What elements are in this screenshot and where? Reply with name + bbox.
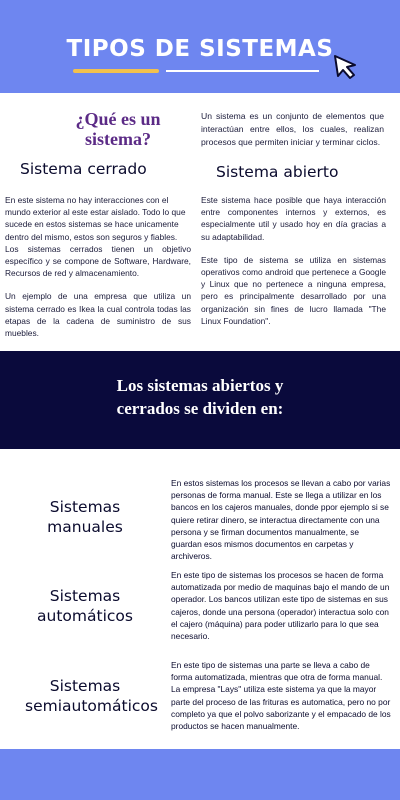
type-title-manual (2, 497, 168, 537)
type-title-automatic (2, 586, 168, 626)
type-description-manual: En estos sistemas los procesos se llevan a cabo por varias personas de forma manual. Este se llega a utilizar en los bancos en los cajeros manuales, donde ppor ejemplo si se quiere retirar dinero, se interactua directamente con una persona y se firman documentos manualmente, se guardan esos mismos documentos en carpetas y archiveros. (171, 478, 391, 562)
title-underline (166, 70, 319, 72)
open-system-heading: Sistema abierto (216, 163, 339, 181)
division-title-text: Los sistemas abiertos y cerrados se dividen en: (116, 376, 284, 418)
type-description-automatic: En este tipo de sistemas los procesos se hacen de forma automatizada por medio de maquinas bajo el mando de un operador. Los bancos utilizan este tipo de sistemas en sus cajeros, donde una persona (operador) interactua solo con el cajero (máquina) para poder utilizarlo para lo que sea necesario. (171, 570, 390, 642)
closed-system-example: Un ejemplo de una empresa que utiliza un sistema cerrado es Ikea la cual controla todas las etapas de la cadena de suministro de sus muebles. (5, 291, 191, 339)
type-description-semiautomatic: En este tipo de sistemas una parte se lleva a cabo de forma automatizada, mientras que otra de forma manual. La empresa "Lays" utiliza este sistema ya que la mayor parte del proceso de las frituras es automatica, pero no por completo ya que el polvo saborizante y el empacado de los productos se hacen manualmente. (171, 660, 391, 732)
closed-system-heading: Sistema cerrado (20, 160, 147, 178)
mouse-cursor-icon (330, 52, 360, 80)
open-system-paragraph: Este sistema hace posible que haya interacción entre componentes internos y externos, es especialmente util y usado hoy en día gracias a su adaptabilidad. (201, 195, 386, 242)
division-title (0, 374, 400, 420)
footer-band (0, 749, 400, 800)
type-title-text: Sistemas automáticos (37, 587, 133, 625)
open-system-column (201, 194, 386, 327)
closed-system-column (5, 194, 191, 339)
question-heading: ¿Qué es un sistema? (75, 109, 161, 149)
page-title: TIPOS DE SISTEMAS (66, 36, 334, 62)
closed-system-paragraph: Los sistemas cerrados tienen un objetivo específico y se compone de Software, Hardware, Recursos de red y almacenamiento. (5, 243, 191, 279)
type-title-semiautomatic (2, 676, 168, 716)
title-underline-accent (73, 69, 159, 73)
system-definition: Un sistema es un conjunto de elementos que interactúan entre ellos, los cuales, realizan procesos que permiten iniciar y terminar ciclos. (201, 111, 384, 147)
open-system-example: Este tipo de sistema se utiliza en sistemas operativos como android que pertenece a Google y Linux que no pertenece a ninguna empresa, pero es principalmente desarrollado por una organización sin fines de lucro llamada "The Linux Foundation". (201, 254, 386, 326)
type-title-text: Sistemas semiautomáticos (25, 677, 158, 715)
closed-system-paragraph: En este sistema no hay interacciones con el mundo exterior al este estar aislado. Todo lo que sucede en estos sistemas se hace unicamente dentro del mismo, estos son seguros y fiables. (5, 195, 186, 242)
type-title-text: Sistemas manuales (47, 498, 123, 536)
